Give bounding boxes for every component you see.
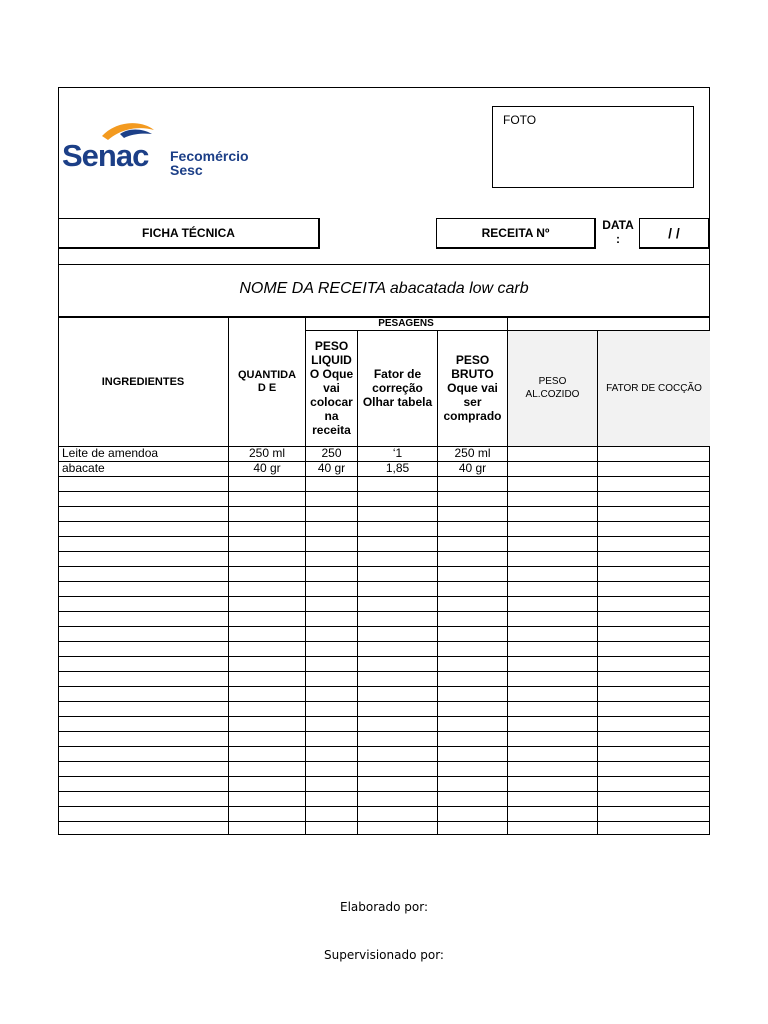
senac-logo	[62, 118, 249, 180]
header-ingredientes: INGREDIENTES	[101, 375, 185, 388]
row-divider	[58, 596, 710, 597]
cell-peso-bruto[interactable]: 40 gr	[458, 461, 487, 475]
row-divider	[58, 791, 710, 792]
supervisionado-por: Supervisionado por:	[324, 948, 444, 962]
elaborado-por: Elaborado por:	[339, 900, 428, 914]
column-divider	[597, 330, 598, 835]
row-divider	[58, 521, 710, 522]
cell-ingrediente[interactable]: Leite de amendoa	[62, 446, 159, 460]
ficha-tecnica-box	[58, 218, 320, 249]
data-value: / /	[668, 225, 680, 241]
row-divider	[58, 581, 710, 582]
cell-fator[interactable]: 1,85	[385, 461, 410, 475]
row-divider	[58, 611, 710, 612]
cell-fator[interactable]: ‘1	[392, 446, 403, 460]
cell-peso-bruto[interactable]: 250 ml	[454, 446, 491, 460]
table-row	[58, 461, 710, 476]
data-label-colon: :	[616, 232, 620, 246]
row-divider	[58, 731, 710, 732]
row-divider	[58, 476, 710, 477]
recipe-title	[58, 280, 710, 298]
row-divider	[58, 821, 710, 822]
row-divider	[58, 641, 710, 642]
photo-label: FOTO	[503, 113, 537, 127]
row-divider	[58, 716, 710, 717]
column-divider	[507, 316, 508, 835]
recipe-name-value[interactable]: abacatada low carb	[389, 280, 529, 297]
data-label-word: DATA	[602, 218, 634, 232]
row-divider	[58, 551, 710, 552]
row-divider	[58, 491, 710, 492]
row-divider	[58, 656, 710, 657]
column-divider	[357, 330, 358, 835]
header-quantidade: QUANTIDAD E	[237, 369, 297, 394]
row-divider	[58, 761, 710, 762]
row-divider	[58, 776, 710, 777]
column-divider	[305, 316, 306, 835]
logo-text: Senac	[62, 138, 149, 173]
row-divider	[58, 806, 710, 807]
header-fator-coccao: FATOR DE COCÇÃO	[606, 382, 702, 394]
header-fator-correcao: Fator de correção Olhar tabela	[362, 367, 433, 409]
ficha-tecnica-label: FICHA TÉCNICA	[142, 226, 235, 240]
photo-box	[492, 106, 694, 188]
divider	[58, 264, 710, 265]
data-field[interactable]	[639, 218, 710, 249]
logo-sub-sesc: Sesc	[170, 162, 203, 178]
row-divider	[58, 671, 710, 672]
header-peso-liquido: PESO LIQUID O Oque vai colocar na receita	[309, 339, 354, 437]
row-divider	[58, 566, 710, 567]
cell-ingrediente[interactable]: abacate	[62, 461, 105, 475]
row-divider	[58, 686, 710, 687]
row-divider	[58, 701, 710, 702]
table-row	[58, 446, 710, 461]
header-peso-bruto: PESO BRUTO Oque vai ser comprado	[443, 353, 502, 423]
receita-number-box[interactable]	[436, 218, 596, 249]
row-divider	[58, 506, 710, 507]
row-divider	[58, 746, 710, 747]
receita-number-label: RECEITA Nº	[481, 226, 550, 240]
cell-peso-liquido[interactable]: 40 gr	[317, 461, 346, 475]
logo-sub-fecomercio: Fecomércio	[170, 148, 249, 164]
pesagens-header: PESAGENS	[378, 318, 434, 329]
column-divider	[228, 316, 229, 835]
recipe-name-label: NOME DA RECEITA	[239, 280, 386, 297]
cell-peso-liquido[interactable]: 250	[321, 446, 342, 460]
data-label	[598, 218, 638, 249]
cell-quantidade[interactable]: 40 gr	[253, 461, 281, 475]
cell-quantidade[interactable]: 250 ml	[248, 446, 286, 460]
header-peso-cozido: PESO AL.COZIDO	[525, 376, 580, 400]
column-divider	[437, 330, 438, 835]
row-divider	[58, 536, 710, 537]
row-divider	[58, 626, 710, 627]
